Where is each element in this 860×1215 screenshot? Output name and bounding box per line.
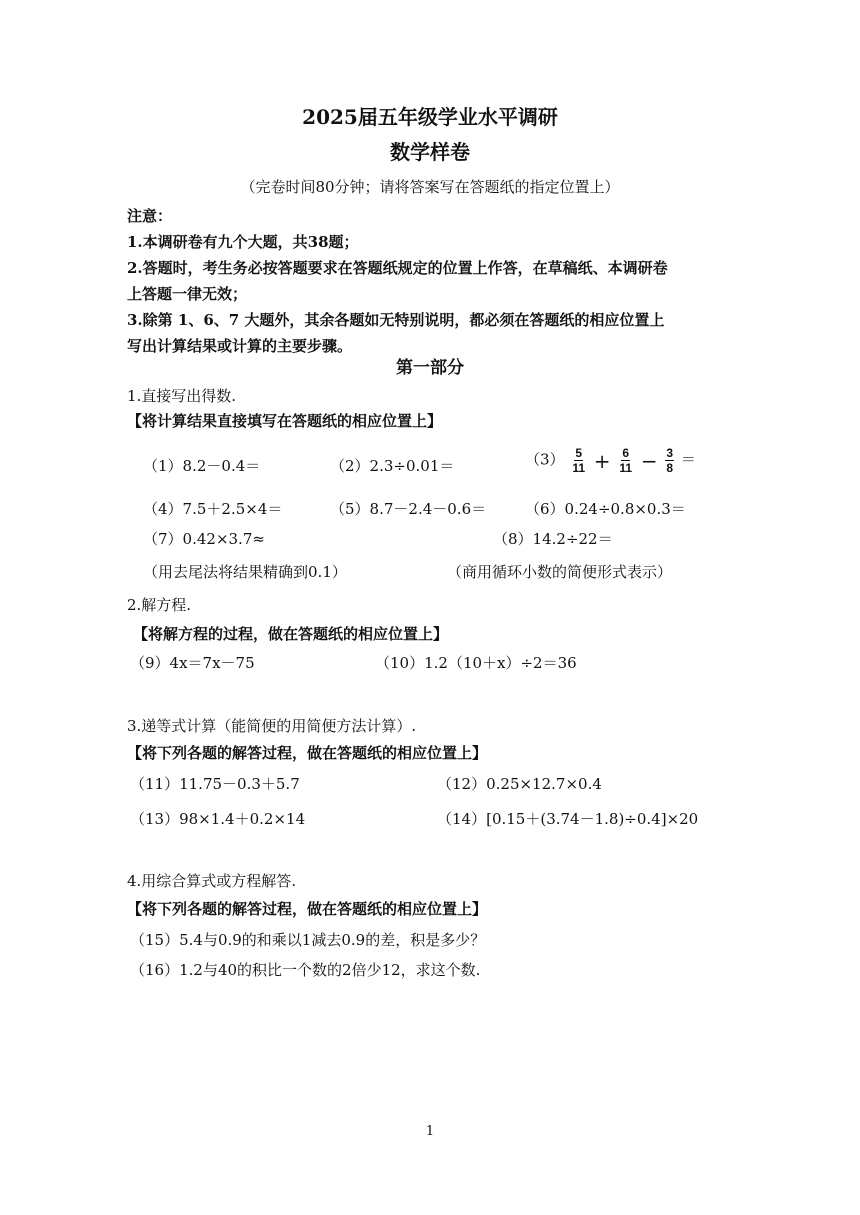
q1-item-5: （5）8.7－2.4－0.6＝ (330, 500, 487, 518)
q1-instruction: 【将计算结果直接填写在答题纸的相应位置上】 (127, 412, 443, 430)
fraction-denominator: 8 (666, 461, 674, 475)
fraction-numerator: 6 (622, 446, 630, 460)
q3-item-12: （12）0.25×12.7×0.4 (437, 775, 602, 793)
q3-heading: 3.递等式计算（能简便的用简便方法计算）. (127, 717, 417, 735)
fraction-numerator: 5 (575, 446, 583, 460)
q1-note-8: （商用循环小数的简便形式表示） (447, 563, 673, 581)
q4-item-15: （15）5.4与0.9的和乘以1减去0.9的差，积是多少？ (130, 931, 486, 949)
q2-item-10: （10）1.2（10＋x）÷2＝36 (375, 654, 577, 672)
q2-item-9: （9）4x＝7x－75 (130, 654, 255, 672)
part-title: 第一部分 (396, 358, 464, 378)
exam-subject: 数学样卷 (390, 140, 470, 164)
notes-block (127, 203, 747, 359)
q1-item-3-label: （3） (525, 450, 565, 469)
note-line-1: 1.本调研卷有九个大题，共38题； (127, 233, 359, 251)
fraction-3-8 (665, 446, 674, 475)
q2-heading: 2.解方程. (127, 596, 192, 614)
exam-subtitle: （完卷时间80分钟；请将答案写在答题纸的指定位置上） (240, 178, 620, 196)
q1-item-4: （4）7.5＋2.5×4＝ (143, 500, 283, 518)
q1-item-6: （6）0.24÷0.8×0.3＝ (525, 500, 686, 518)
q2-instruction: 【将解方程的过程，做在答题纸的相应位置上】 (133, 625, 449, 643)
q1-item-3 (525, 446, 696, 475)
note-line-3a: 3.除第 1、6、7 大题外，其余各题如无特别说明，都必须在答题纸的相应位置上 (127, 311, 665, 329)
fraction-numerator: 3 (666, 446, 674, 460)
note-line-2b: 上答题一律无效； (127, 285, 248, 303)
plus-sign: + (593, 448, 611, 473)
q3-item-14: （14）[0.15＋(3.74－1.8)÷0.4]×20 (437, 810, 699, 828)
fraction-denominator: 11 (619, 461, 633, 475)
page-number: 1 (425, 1124, 435, 1139)
q4-item-16: （16）1.2与40的积比一个数的2倍少12，求这个数. (130, 961, 481, 979)
q1-item-2: （2）2.3÷0.01＝ (330, 457, 455, 475)
exam-title: 2025届五年级学业水平调研 (302, 105, 558, 129)
minus-sign: − (640, 448, 658, 473)
fraction-6-11 (618, 446, 633, 475)
q4-heading: 4.用综合算式或方程解答. (127, 872, 297, 890)
note-line-2a: 2.答题时，考生务必按答题要求在答题纸规定的位置上作答，在草稿纸、本调研卷 (127, 259, 668, 277)
q4-instruction: 【将下列各题的解答过程，做在答题纸的相应位置上】 (127, 900, 488, 918)
notes-label: 注意： (127, 207, 173, 225)
equals-sign: ＝ (680, 450, 696, 469)
note-line-3b: 写出计算结果或计算的主要步骤。 (127, 337, 353, 355)
q1-note-7: （用去尾法将结果精确到0.1） (143, 563, 347, 581)
q1-item-8: （8）14.2÷22＝ (493, 530, 613, 548)
q3-item-11: （11）11.75－0.3＋5.7 (130, 775, 300, 793)
fraction-denominator: 11 (572, 461, 586, 475)
q3-item-13: （13）98×1.4＋0.2×14 (130, 810, 306, 828)
q3-instruction: 【将下列各题的解答过程，做在答题纸的相应位置上】 (127, 744, 488, 762)
q1-item-1: （1）8.2－0.4＝ (143, 457, 261, 475)
q1-heading: 1.直接写出得数. (127, 387, 237, 405)
q1-item-7: （7）0.42×3.7≈ (143, 530, 265, 548)
fraction-5-11 (571, 446, 586, 475)
